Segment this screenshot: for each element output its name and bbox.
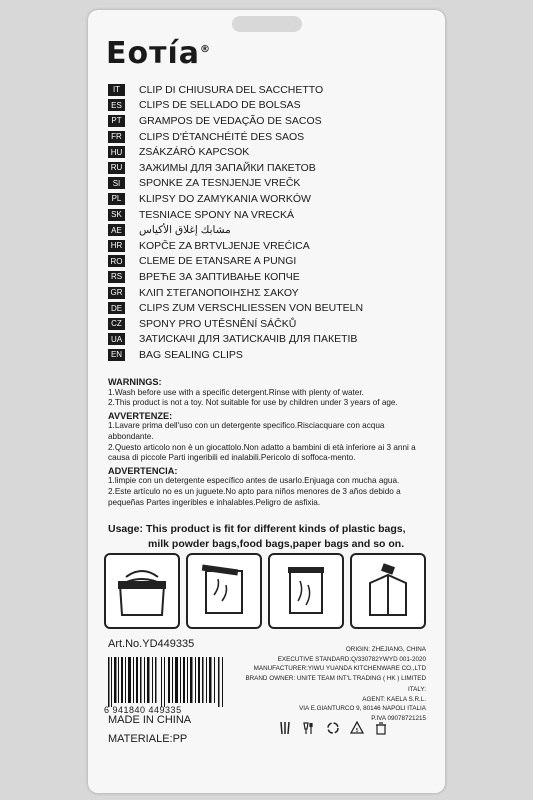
svg-text:5: 5 [355, 728, 359, 734]
usage-text [108, 522, 428, 552]
warnings-title-it: AVVERTENZE: [108, 410, 173, 421]
barcode [106, 657, 228, 707]
lang-row-ro: RO CLEME DE ETANSARE A PUNGI [108, 254, 438, 270]
compliance-symbols [278, 721, 388, 735]
warning-it-2: 2.Questo articolo non è un giocattolo.Non adatto a bambini di età inferiore ai 3 anni a causa di piccole Parti ingeribili ed inalabili.Pericolo di soffoca-mento. [108, 442, 416, 463]
material-label: MATERIALE:PP [108, 733, 188, 745]
glass-fork-icon [302, 721, 316, 735]
lang-row-sk: SK TESNIACE SPONY NA VRECKÁ [108, 207, 438, 223]
warning-en-1: 1.Wash before use with a specific detergent.Rinse with plenty of water. [108, 387, 364, 397]
bin-icon [374, 721, 388, 735]
pp-recycle-icon [350, 721, 364, 735]
food-bag-icon [186, 553, 262, 629]
warnings-block [108, 375, 428, 508]
usage-line-2: milk powder bags,food bags,paper bags and so on. [148, 538, 405, 550]
powder-bag-icon [268, 553, 344, 629]
lang-row-fr: FR CLIPS D'ÉTANCHÉITÉ DES SAOS [108, 129, 438, 145]
usage-icons [104, 553, 426, 633]
lang-row-gr: GR ΚΛΙΠ ΣΤΕΓΑΝΟΠΟΙΗΣΗΣ ΣΑΚΟΥ [108, 285, 438, 301]
warnings-title-en: WARNINGS: [108, 377, 162, 387]
origin-info: ORIGIN: ZHEJIANG, CHINA EXECUTIVE STANDARD:Q/330782YWYD 001-2020 MANUFACTURER:YIWU YUANDA KITCHENWARE CO.,LTD BRAND OWNER: UNITE TEAM INT'L TRADING ( HK ) LIMITED [245, 646, 426, 682]
lang-row-hr: HR KOPČE ZA BRTVLJENJE VREĆICA [108, 238, 438, 254]
food-safe-icon [278, 721, 292, 735]
warnings-title-es: ADVERTENCIA: [108, 465, 178, 476]
lang-row-pt: PT GRAMPOS DE VEDAÇÃO DE SACOS [108, 113, 438, 129]
warning-en-2: 2.This product is not a toy. Not suitable for use by children under 3 years of age. [108, 398, 398, 408]
lang-row-hu: HU ZSÁKZÁRÓ KAPCSOK [108, 144, 438, 160]
warning-es-1: 1.limpie con un detergente específico antes de usarlo.Enjuaga con mucha agua. [108, 476, 400, 486]
brand-logo: Eотía® [106, 36, 212, 71]
usage-label: Usage: [108, 523, 144, 535]
language-list [108, 82, 438, 363]
lang-row-it: IT CLIP DI CHIUSURA DEL SACCHETTO [108, 82, 438, 98]
made-in-label: MADE IN CHINA [108, 714, 192, 726]
lang-row-en: EN BAG SEALING CLIPS [108, 347, 438, 363]
lang-row-de: DE CLIPS ZUM VERSCHLIESSEN VON BEUTELN [108, 300, 438, 316]
barcode-number: 6 941840 449335 [104, 705, 182, 715]
warning-es-2: 2.Este artículo no es un juguete.No apto para niños menores de 3 años debido a pequeñas Partes ingeribles e inhalables.Peligro de asfixia. [108, 486, 401, 507]
warning-it-1: 1.Lavare prima dell'uso con un detergente specifico.Risciacquare con acqua abbondante. [108, 421, 385, 441]
hang-hole [232, 16, 302, 32]
lang-row-es: ES CLIPS DE SELLADO DE BOLSAS [108, 98, 438, 114]
italy-agent-info: ITALY: AGENT: KAELA S.R.L. VIA E.GIANTURCO 9, 80146 NAPOLI ITALIA P.IVA 09078721215 [299, 686, 426, 722]
lang-row-si: SI SPONKE ZA TESNJENJE VREČK [108, 176, 438, 192]
lang-row-cz: CZ SPONY PRO UTĚSNĚNÍ SÁČKŮ [108, 316, 438, 332]
article-number: Art.No.YD449335 [108, 638, 195, 650]
bag-clip-icon [104, 553, 180, 629]
recycle-icon [326, 721, 340, 735]
lang-row-ua: UA ЗАТИСКАЧІ ДЛЯ ЗАТИСКАЧІВ ДЛЯ ПАКЕТІВ [108, 332, 438, 348]
lang-row-ae: AE مشابك إغلاق الأكياس [108, 222, 438, 238]
lang-row-rs: RS ВРЕЋЕ ЗА ЗАПТИВАЊЕ КОПЧЕ [108, 269, 438, 285]
usage-line-1: This product is fit for different kinds of plastic bags, [145, 523, 406, 535]
paper-bag-icon [350, 553, 426, 629]
lang-row-pl: PL KLIPSY DO ZAMYKANIA WORKÓW [108, 191, 438, 207]
lang-row-ru: RU ЗАЖИМЫ ДЛЯ ЗАПАЙКИ ПАКЕТОВ [108, 160, 438, 176]
